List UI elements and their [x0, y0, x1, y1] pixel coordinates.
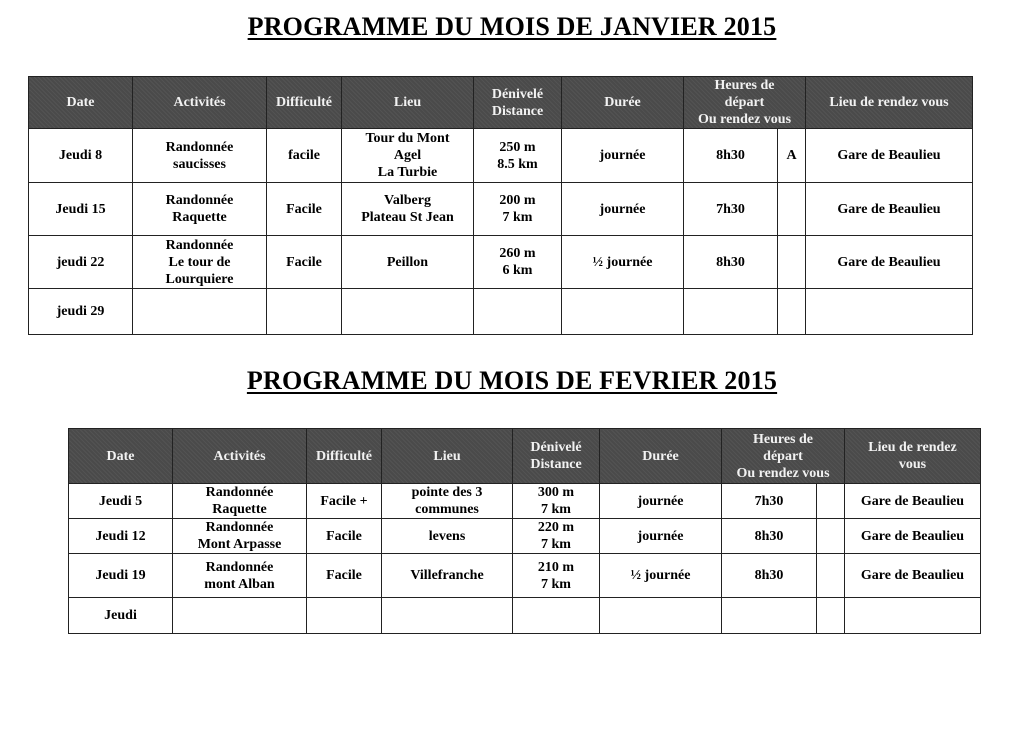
- cell-date: Jeudi 19: [69, 554, 173, 598]
- header-activites: Activités: [173, 429, 307, 484]
- cell-activite: [133, 289, 267, 335]
- cell-duree: journée: [600, 519, 722, 554]
- cell-heure: 8h30: [722, 554, 817, 598]
- cell-lieu: Valberg Plateau St Jean: [342, 183, 474, 236]
- header-date: Date: [29, 77, 133, 129]
- cell-duree: journée: [600, 484, 722, 519]
- cell-activite: Randonnée Raquette: [133, 183, 267, 236]
- cell-lieu: Villefranche: [382, 554, 513, 598]
- cell-date: Jeudi 12: [69, 519, 173, 554]
- cell-rendez-vous: [806, 289, 973, 335]
- cell-denivele: [513, 598, 600, 634]
- cell-heure: 7h30: [684, 183, 778, 236]
- cell-lieu: pointe des 3 communes: [382, 484, 513, 519]
- cell-rendez-vous: Gare de Beaulieu: [845, 554, 981, 598]
- cell-rendez-vous: [845, 598, 981, 634]
- february-title: PROGRAMME DU MOIS DE FEVRIER 2015: [246, 366, 778, 395]
- cell-denivele: 220 m 7 km: [513, 519, 600, 554]
- cell-rendez-vous: Gare de Beaulieu: [806, 236, 973, 289]
- cell-lieu: Peillon: [342, 236, 474, 289]
- cell-code: [778, 289, 806, 335]
- cell-code: [778, 183, 806, 236]
- cell-heure: [722, 598, 817, 634]
- cell-date: Jeudi 15: [29, 183, 133, 236]
- cell-lieu: [342, 289, 474, 335]
- cell-activite: Randonnée Mont Arpasse: [173, 519, 307, 554]
- table-row: [29, 129, 973, 183]
- cell-difficulte: Facile: [307, 554, 382, 598]
- table-row: [29, 236, 973, 289]
- cell-denivele: 200 m 7 km: [474, 183, 562, 236]
- header-duree: Durée: [562, 77, 684, 129]
- cell-difficulte: Facile: [307, 519, 382, 554]
- january-header-row: [29, 77, 973, 129]
- cell-denivele: 260 m 6 km: [474, 236, 562, 289]
- cell-code: [817, 598, 845, 634]
- cell-code: [817, 484, 845, 519]
- table-row: [69, 598, 981, 634]
- cell-difficulte: [307, 598, 382, 634]
- cell-heure: 8h30: [684, 236, 778, 289]
- header-heures-depart: Heures de départ Ou rendez vous: [684, 77, 806, 129]
- header-difficulte: Difficulté: [267, 77, 342, 129]
- cell-heure: 8h30: [684, 129, 778, 183]
- cell-date: jeudi 29: [29, 289, 133, 335]
- header-denivele-distance: Dénivelé Distance: [474, 77, 562, 129]
- table-row: [69, 554, 981, 598]
- cell-heure: [684, 289, 778, 335]
- cell-difficulte: Facile: [267, 183, 342, 236]
- cell-code: A: [778, 129, 806, 183]
- cell-code: [817, 519, 845, 554]
- cell-activite: Randonnée mont Alban: [173, 554, 307, 598]
- cell-activite: [173, 598, 307, 634]
- cell-date: Jeudi: [69, 598, 173, 634]
- january-title: PROGRAMME DU MOIS DE JANVIER 2015: [247, 12, 777, 41]
- header-lieu: Lieu: [382, 429, 513, 484]
- february-header-row: [69, 429, 981, 484]
- cell-heure: 8h30: [722, 519, 817, 554]
- cell-activite: Randonnée Raquette: [173, 484, 307, 519]
- cell-duree: journée: [562, 129, 684, 183]
- table-row: [29, 289, 973, 335]
- header-activites: Activités: [133, 77, 267, 129]
- cell-date: jeudi 22: [29, 236, 133, 289]
- cell-duree: [600, 598, 722, 634]
- cell-duree: [562, 289, 684, 335]
- header-heures-depart: Heures de départ Ou rendez vous: [722, 429, 845, 484]
- cell-rendez-vous: Gare de Beaulieu: [845, 484, 981, 519]
- cell-lieu: Tour du Mont Agel La Turbie: [342, 129, 474, 183]
- header-duree: Durée: [600, 429, 722, 484]
- cell-difficulte: [267, 289, 342, 335]
- header-lieu: Lieu: [342, 77, 474, 129]
- cell-rendez-vous: Gare de Beaulieu: [806, 129, 973, 183]
- cell-lieu: [382, 598, 513, 634]
- cell-rendez-vous: Gare de Beaulieu: [806, 183, 973, 236]
- header-lieu-rendez-vous: Lieu de rendez vous: [806, 77, 973, 129]
- table-row: [29, 183, 973, 236]
- table-row: [69, 484, 981, 519]
- header-lieu-rendez-vous: Lieu de rendez vous: [845, 429, 981, 484]
- cell-code: [817, 554, 845, 598]
- cell-heure: 7h30: [722, 484, 817, 519]
- cell-difficulte: Facile: [267, 236, 342, 289]
- cell-duree: journée: [562, 183, 684, 236]
- cell-denivele: 250 m 8.5 km: [474, 129, 562, 183]
- cell-code: [778, 236, 806, 289]
- january-program-table: [28, 76, 973, 335]
- cell-date: Jeudi 8: [29, 129, 133, 183]
- cell-duree: ½ journée: [562, 236, 684, 289]
- table-row: [69, 519, 981, 554]
- cell-denivele: [474, 289, 562, 335]
- cell-denivele: 210 m 7 km: [513, 554, 600, 598]
- cell-duree: ½ journée: [600, 554, 722, 598]
- cell-lieu: levens: [382, 519, 513, 554]
- cell-activite: Randonnée Le tour de Lourquiere: [133, 236, 267, 289]
- header-date: Date: [69, 429, 173, 484]
- cell-difficulte: facile: [267, 129, 342, 183]
- cell-difficulte: Facile +: [307, 484, 382, 519]
- cell-rendez-vous: Gare de Beaulieu: [845, 519, 981, 554]
- cell-activite: Randonnée saucisses: [133, 129, 267, 183]
- header-difficulte: Difficulté: [307, 429, 382, 484]
- february-program-table: [68, 428, 981, 634]
- header-denivele-distance: Dénivelé Distance: [513, 429, 600, 484]
- cell-denivele: 300 m 7 km: [513, 484, 600, 519]
- cell-date: Jeudi 5: [69, 484, 173, 519]
